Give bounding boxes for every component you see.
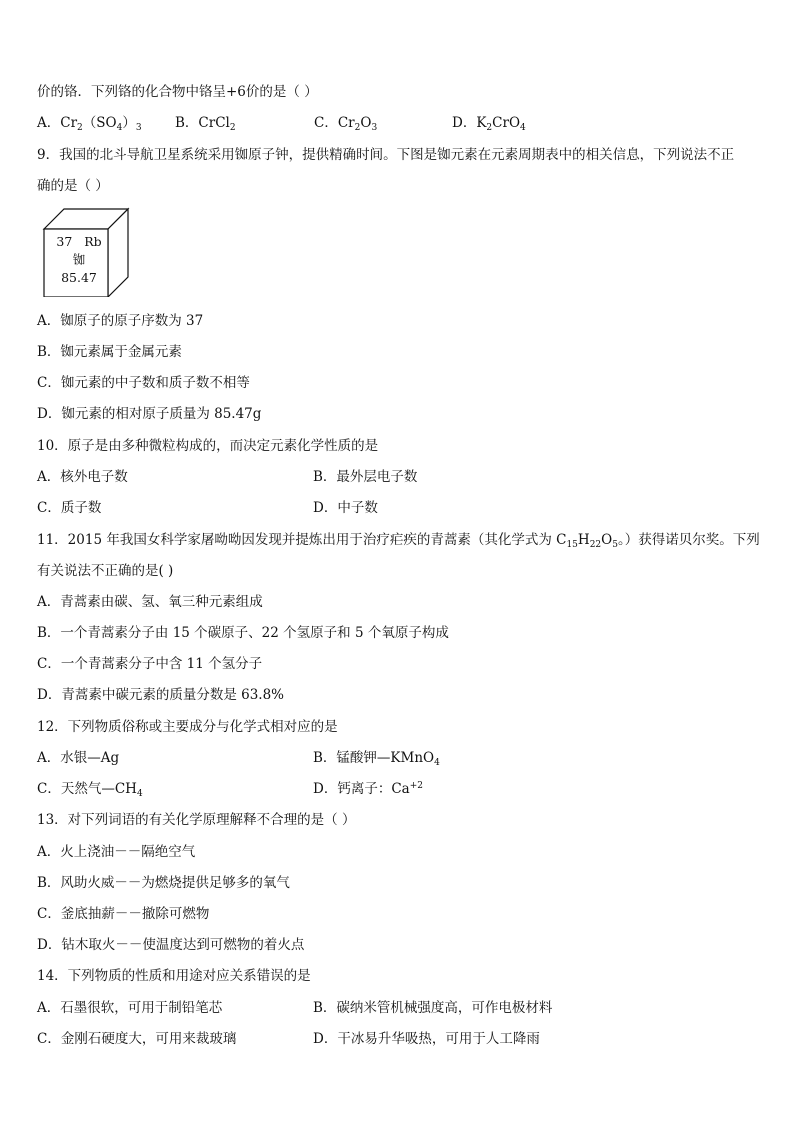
q14-option-d: D．干冰易升华吸热，可用于人工降雨 <box>313 1031 540 1047</box>
q12-option-c: C．天然气$—CH_4$ <box>37 781 143 799</box>
q10-stem: 10．原子是由多种微粒构成的，而决定元素化学性质的是 <box>37 438 379 454</box>
q8-option-a: A．$Cr_2(SO_4)_3$ <box>37 115 142 133</box>
q10-option-c: C．质子数 <box>37 500 102 516</box>
q13-option-b: B．风助火威－－为燃烧提供足够多的氧气 <box>37 875 290 891</box>
q11-stem-line1: 11．2015 年我国女科学家屠呦呦因发现并提炼出用于治疗疟疾的青蒿素（其化学式为 $C_{15}H_{22}O_5$。）获得诺贝尔奖。下列 <box>37 532 760 550</box>
q12-option-a: A．水银—Ag <box>37 750 120 766</box>
q10-option-b: B．最外层电子数 <box>313 469 418 485</box>
q8-stem: 价的铬．下列铬的化合物中铬呈+6价的是（ ） <box>37 84 318 100</box>
q8-option-d: D．$K_2CrO_4$ <box>452 115 526 133</box>
q14-option-b: B．碳纳米管机械强度高，可作电极材料 <box>313 1000 553 1016</box>
element-tile <box>40 205 132 297</box>
q14-stem: 14．下列物质的性质和用途对应关系错误的是 <box>37 968 311 984</box>
q13-option-a: A．火上浇油－－隔绝空气 <box>37 844 196 860</box>
q13-option-d: D．钻木取火－－使温度达到可燃物的着火点 <box>37 937 305 953</box>
element-mass: 85.47 <box>61 270 97 285</box>
q11-option-b: B．一个青蒿素分子由 15 个碳原子、22 个氢原子和 5 个氧原子构成 <box>37 625 449 641</box>
element-number-symbol: 37 Rb <box>56 234 102 249</box>
q9-stem-line2: 确的是（ ） <box>37 178 109 194</box>
q12-option-b: B．锰酸钾—KMnO$_4$ <box>313 750 440 768</box>
element-name: 铷 <box>72 252 86 267</box>
q9-option-b: B．铷元素属于金属元素 <box>37 344 182 360</box>
q8-option-b: B．CrCl$_2$ <box>175 115 236 133</box>
q14-option-a: A．石墨很软，可用于制铅笔芯 <box>37 1000 223 1016</box>
q13-option-c: C．釜底抽薪－－撤除可燃物 <box>37 906 210 922</box>
q11-stem-line2: 有关说法不正确的是( ) <box>37 563 174 579</box>
q13-stem: 13．对下列词语的有关化学原理解释不合理的是（ ） <box>37 812 356 828</box>
q9-option-d: D．铷元素的相对原子质量为 85.47g <box>37 406 262 422</box>
q14-option-c: C．金刚石硬度大，可用来裁玻璃 <box>37 1031 237 1047</box>
q9-stem-line1: 9．我国的北斗导航卫星系统采用铷原子钟，提供精确时间。下图是铷元素在元素周期表中的相关信息，下列说法不正 <box>37 147 735 163</box>
q8-option-c: C．$Cr_2O_3$ <box>314 115 378 133</box>
q9-option-a: A．铷原子的原子序数为 37 <box>37 313 204 329</box>
q9-option-c: C．铷元素的中子数和质子数不相等 <box>37 375 250 391</box>
element-info <box>46 233 112 287</box>
q11-option-a: A．青蒿素由碳、氢、氧三种元素组成 <box>37 594 263 610</box>
q11-option-c: C．一个青蒿素分子中含 11 个氢分子 <box>37 656 263 672</box>
q10-option-a: A．核外电子数 <box>37 469 128 485</box>
q12-stem: 12．下列物质俗称或主要成分与化学式相对应的是 <box>37 719 338 735</box>
q11-option-d: D．青蒿素中碳元素的质量分数是 63.8% <box>37 687 285 703</box>
q10-option-d: D．中子数 <box>313 500 378 516</box>
q12-option-d: D．钙离子：$Ca^{+2}$ <box>313 781 423 797</box>
